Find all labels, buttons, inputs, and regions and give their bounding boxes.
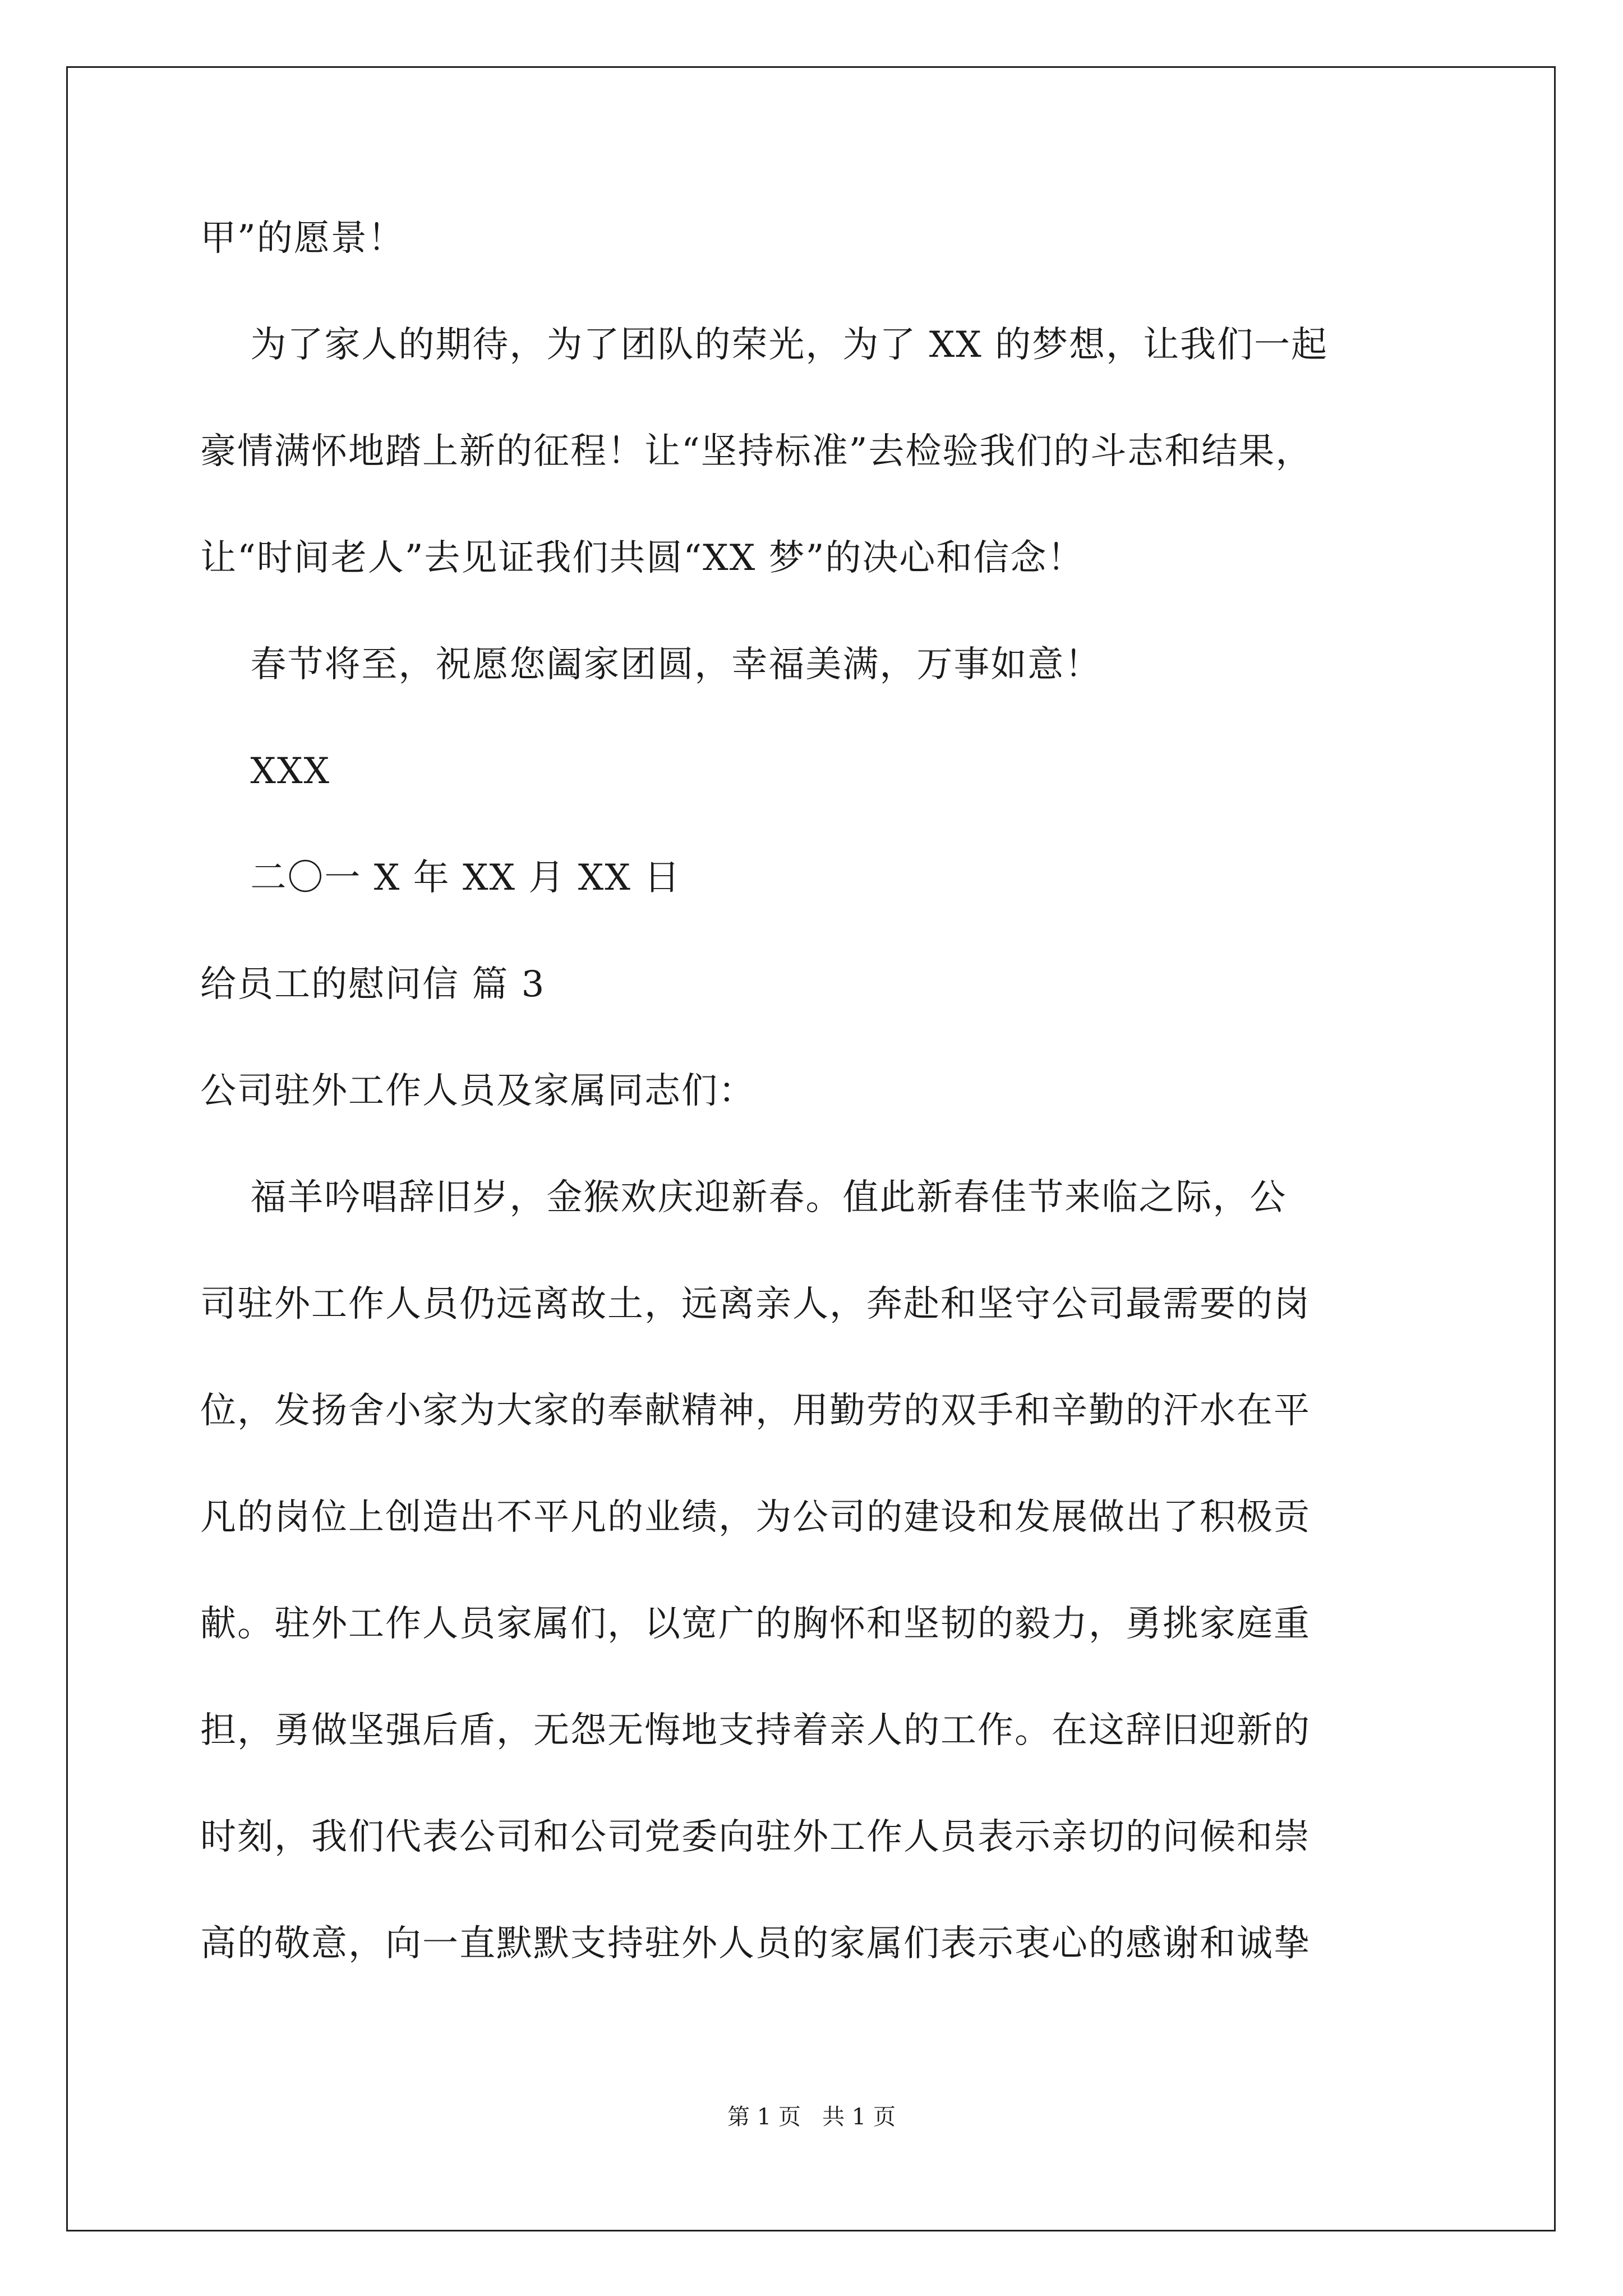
text-line-11: 司驻外工作人员仍远离故土，远离亲人，奔赴和坚守公司最需要的岗 bbox=[200, 1283, 1311, 1325]
text-line-13: 凡的岗位上创造出不平凡的业绩，为公司的建设和发展做出了积极贡 bbox=[200, 1497, 1311, 1538]
text-line-14: 献。驻外工作人员家属们，以宽广的胸怀和坚韧的毅力，勇挑家庭重 bbox=[200, 1603, 1311, 1645]
text-line-10: 福羊吟唱辞旧岁，金猴欢庆迎新春。值此新春佳节来临之际，公 bbox=[200, 1177, 1287, 1218]
page-border bbox=[66, 66, 1556, 2231]
text-line-16: 时刻，我们代表公司和公司党委向驻外工作人员表示亲切的问候和崇 bbox=[200, 1816, 1311, 1858]
text-line-12: 位，发扬舍小家为大家的奉献精神，用勤劳的双手和辛勤的汗水在平 bbox=[200, 1390, 1311, 1432]
text-line-17: 高的敬意，向一直默默支持驻外人员的家属们表示衷心的感谢和诚挚 bbox=[200, 1923, 1311, 1964]
text-line-3: 豪情满怀地踏上新的征程！让“坚持标准”去检验我们的斗志和结果， bbox=[200, 431, 1313, 472]
date-line: 二〇一 X 年 XX 月 XX 日 bbox=[200, 857, 681, 899]
text-line-15: 担，勇做坚强后盾，无怨无悔地支持着亲人的工作。在这辞旧迎新的 bbox=[200, 1710, 1311, 1751]
page-footer: 第 1 页 共 1 页 bbox=[727, 2104, 896, 2130]
text-line-1: 甲”的愿景！ bbox=[200, 218, 405, 259]
salutation: 公司驻外工作人员及家属同志们： bbox=[200, 1070, 755, 1112]
section-title: 给员工的慰问信 篇 3 bbox=[200, 964, 546, 1005]
text-line-5: 春节将至，祝愿您阖家团圆，幸福美满，万事如意！ bbox=[200, 644, 1102, 685]
text-line-2: 为了家人的期待，为了团队的荣光，为了 XX 的梦想，让我们一起 bbox=[200, 324, 1329, 366]
text-line-4: 让“时间老人”去见证我们共圆“XX 梦”的决心和信念！ bbox=[200, 537, 1085, 579]
signature-line: XXX bbox=[200, 751, 331, 792]
